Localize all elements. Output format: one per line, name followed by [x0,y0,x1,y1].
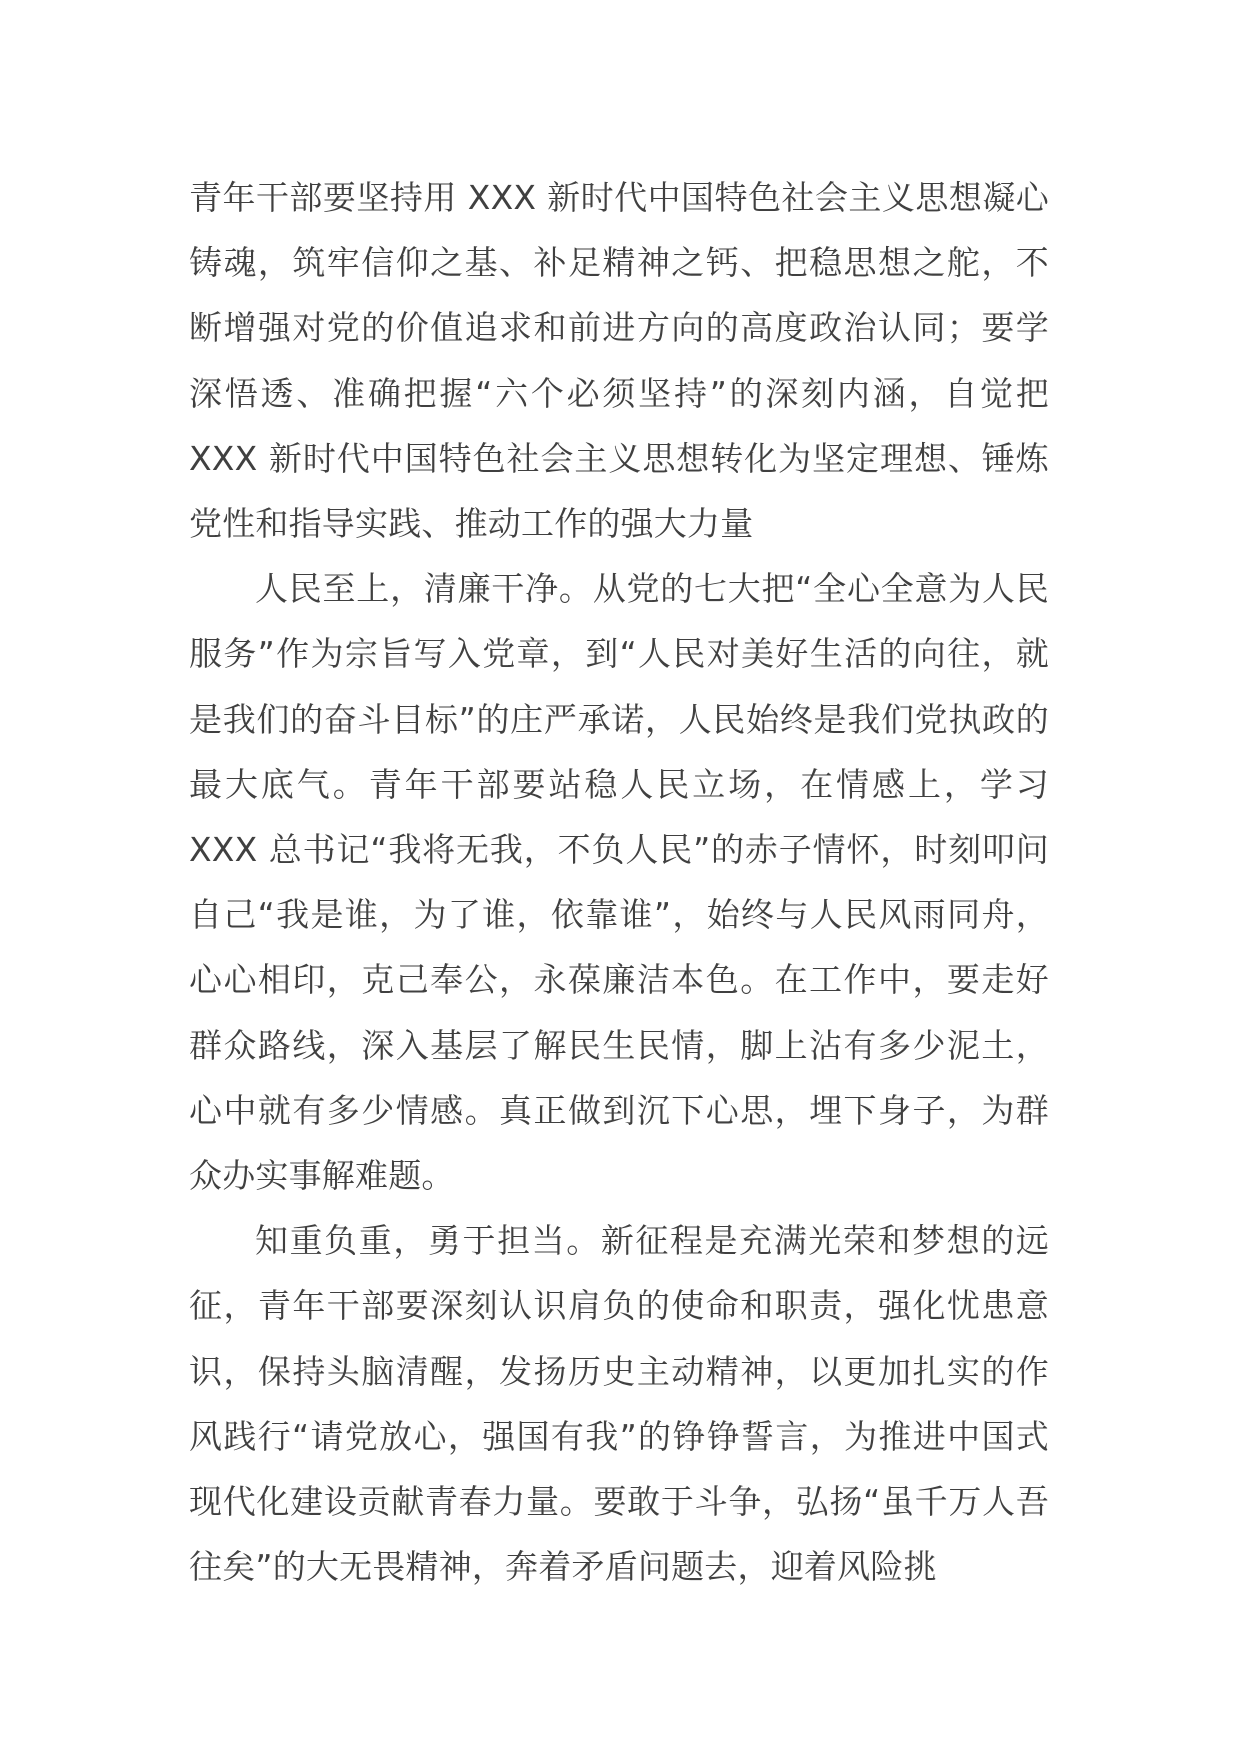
paragraph-3: 知重负重，勇于担当。新征程是充满光荣和梦想的远征，青年干部要深刻认识肩负的使命和职责，强化忧患意识，保持头脑清醒，发扬历史主动精神，以更加扎实的作风践行“请党放心，强国有我”的铮铮誓言，为推进中国式现代化建设贡献青春力量。要敢于斗争，弘扬“虽千万人吾往矣”的大无畏精神，奔着矛盾问题去，迎着风险挑 [189,1221,1049,1587]
paragraph-1: 青年干部要坚持用 XXX 新时代中国特色社会主义思想凝心铸魂，筑牢信仰之基、补足精神之钙、把稳思想之舵，不断增强对党的价值追求和前进方向的高度政治认同；要学深悟透、准确把握“六个必须坚持”的深刻内涵，自觉把 XXX 新时代中国特色社会主义思想转化为坚定理想、锤炼党性和指导实践、推动工作的强大力量 [189,178,1049,544]
paragraph-2: 人民至上，清廉干净。从党的七大把“全心全意为人民服务”作为宗旨写入党章，到“人民对美好生活的向往，就是我们的奋斗目标”的庄严承诺，人民始终是我们党执政的最大底气。青年干部要站稳人民立场，在情感上，学习 XXX 总书记“我将无我，不负人民”的赤子情怀，时刻叩问自己“我是谁，为了谁，依靠谁”，始终与人民风雨同舟，心心相印，克己奉公，永葆廉洁本色。在工作中，要走好群众路线，深入基层了解民生民情，脚上沾有多少泥土，心中就有多少情感。真正做到沉下心思，埋下身子，为群众办实事解难题。 [189,569,1049,1196]
document-body [189,165,1049,1599]
